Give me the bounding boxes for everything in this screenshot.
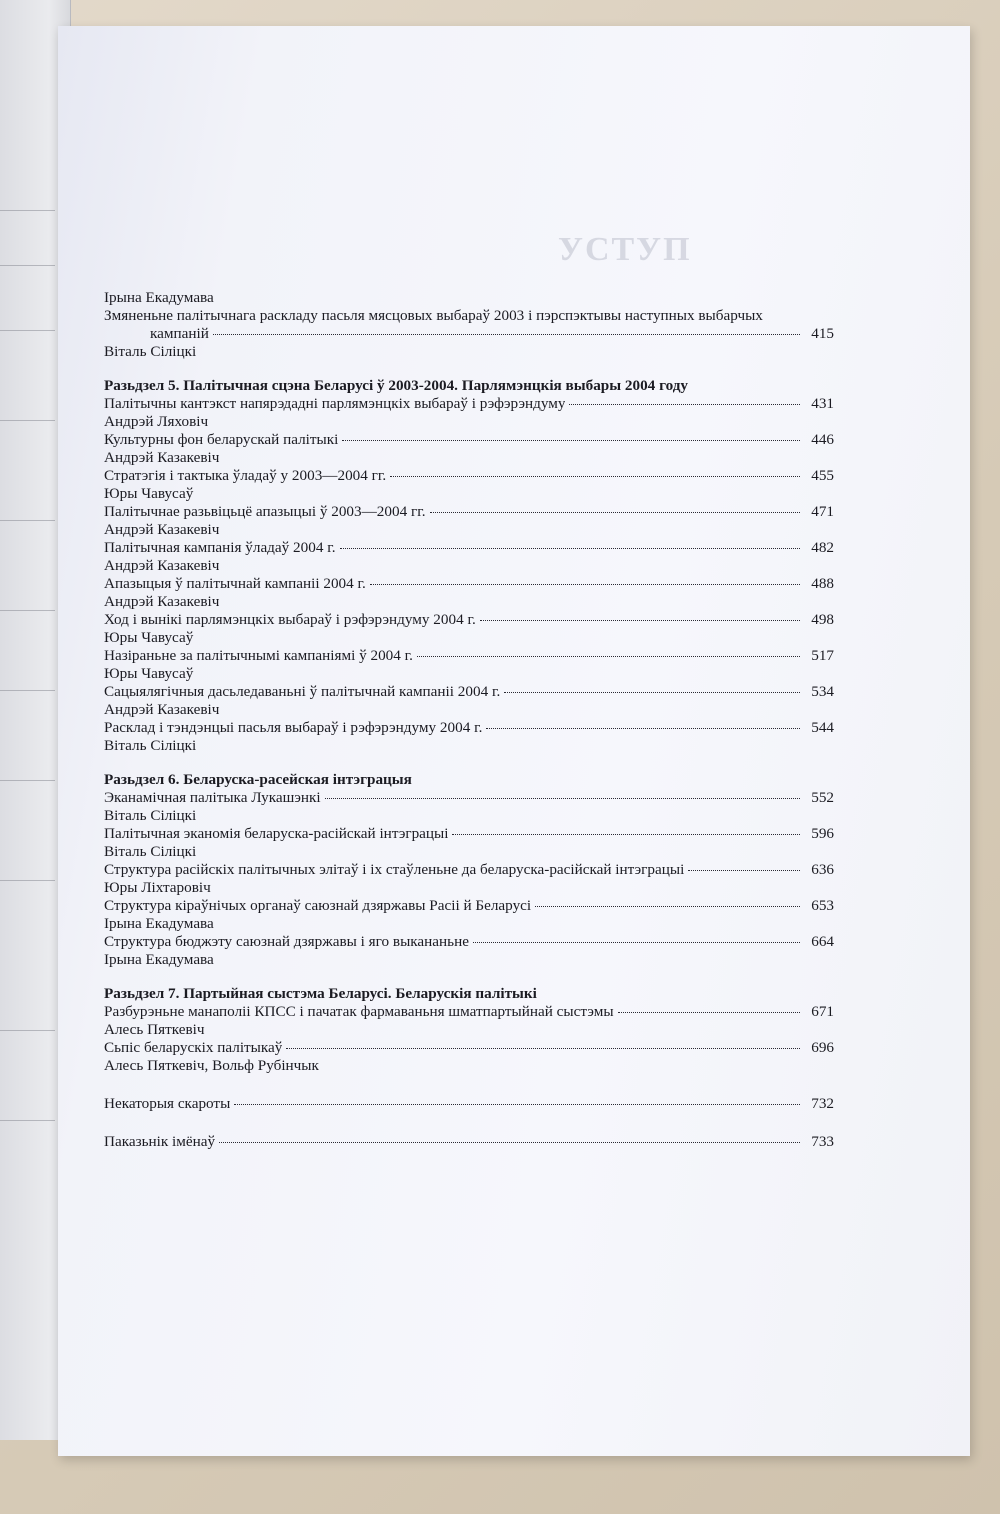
leader-dots xyxy=(286,1048,800,1049)
toc-entry-title: Назіраньне за палітычнымі кампаніямі ў 2004 г. xyxy=(104,647,413,664)
toc-page-number: 671 xyxy=(811,1003,834,1020)
toc-entry-title: Структура расійскіх палітычных элітаў і іх стаўленьне да беларуска-расійскай інтэграцыі xyxy=(104,861,685,878)
table-of-contents xyxy=(104,289,834,1151)
bleed-through-heading: УСТУП xyxy=(558,231,692,268)
toc-author: Андрэй Казакевіч xyxy=(104,593,220,610)
toc-entry-title: Разбурэньне манаполіі КПСС і пачатак фармаваньня шматпартыйнай сыстэмы xyxy=(104,1003,614,1020)
leader-dots xyxy=(618,1012,800,1013)
toc-entry-title: Культурны фон беларускай палітыкі xyxy=(104,431,339,448)
toc-author: Юры Ліхтаровіч xyxy=(104,879,211,896)
toc-entry-title: Палітычная кампанія ўладаў 2004 г. xyxy=(104,539,336,556)
toc-entry-title: Структура кіраўнічых органаў саюзнай дзяржавы Расіі й Беларусі xyxy=(104,897,532,914)
toc-entry-title: кампаній xyxy=(150,325,209,342)
toc-entry-title: Структура бюджэту саюзнай дзяржавы і яго выкананьне xyxy=(104,933,469,950)
toc-author: Віталь Сіліцкі xyxy=(104,737,197,754)
toc-author: Віталь Сіліцкі xyxy=(104,807,197,824)
toc-entry[interactable] xyxy=(58,325,834,343)
section-heading: Разьдзел 6. Беларуска-расейская інтэграцыя xyxy=(104,771,412,788)
leader-dots xyxy=(390,476,800,477)
leader-dots xyxy=(234,1104,800,1105)
toc-page-number: 696 xyxy=(811,1039,834,1056)
toc-page-number: 544 xyxy=(811,719,834,736)
toc-entry[interactable] xyxy=(104,647,834,665)
toc-entry-title: Апазыцыя ў палітычнай кампаніі 2004 г. xyxy=(104,575,366,592)
leader-dots xyxy=(417,656,800,657)
section-7-entries xyxy=(104,1003,834,1075)
toc-entry[interactable] xyxy=(104,467,834,485)
toc-page-number: 517 xyxy=(811,647,834,664)
toc-author: Андрэй Казакевіч xyxy=(104,557,220,574)
toc-author: Алесь Пяткевіч, Вольф Рубінчык xyxy=(104,1057,319,1074)
toc-page-number: 498 xyxy=(811,611,834,628)
toc-entry[interactable] xyxy=(104,1133,834,1151)
leader-dots xyxy=(452,834,800,835)
toc-page-number: 664 xyxy=(811,933,834,950)
toc-entry-title: Сьпіс беларускіх палітыкаў xyxy=(104,1039,283,1056)
toc-entry-title: Сацыялягічныя дасьледаваньні ў палітычнай кампаніі 2004 г. xyxy=(104,683,501,700)
toc-author: Юры Чавусаў xyxy=(104,665,194,682)
toc-author: Юры Чавусаў xyxy=(104,485,194,502)
toc-entry[interactable] xyxy=(104,395,834,413)
toc-entry-title: Эканамічная палітыка Лукашэнкі xyxy=(104,789,321,806)
toc-page-number: 431 xyxy=(811,395,834,412)
toc-page-number: 596 xyxy=(811,825,834,842)
toc-page-number: 534 xyxy=(811,683,834,700)
leader-dots xyxy=(340,548,800,549)
leader-dots xyxy=(569,404,800,405)
toc-author: Ірына Екадумава xyxy=(104,289,214,306)
toc-entry[interactable] xyxy=(104,719,834,737)
toc-entry[interactable] xyxy=(104,933,834,951)
toc-author: Андрэй Ляховіч xyxy=(104,413,209,430)
leader-dots xyxy=(535,906,800,907)
toc-entry[interactable] xyxy=(104,1095,834,1113)
toc-page-number: 471 xyxy=(811,503,834,520)
toc-entry[interactable] xyxy=(104,897,834,915)
toc-author: Андрэй Казакевіч xyxy=(104,449,220,466)
toc-page-number: 636 xyxy=(811,861,834,878)
toc-entry[interactable] xyxy=(104,825,834,843)
leader-dots xyxy=(504,692,800,693)
section-heading: Разьдзел 7. Партыйная сыстэма Беларусі. Беларускія палітыкі xyxy=(104,985,537,1002)
section-heading: Разьдзел 5. Палітычная сцэна Беларусі ў 2003-2004. Парлямэнцкія выбары 2004 году xyxy=(104,377,689,394)
toc-page-number: 733 xyxy=(811,1133,834,1150)
toc-page-number: 415 xyxy=(811,325,834,342)
toc-page-number: 446 xyxy=(811,431,834,448)
leader-dots xyxy=(213,334,800,335)
toc-author: Андрэй Казакевіч xyxy=(104,701,220,718)
toc-entry-title: Стратэгія і тактыка ўладаў у 2003—2004 гг. xyxy=(104,467,387,484)
toc-entry[interactable] xyxy=(104,1039,834,1057)
toc-author: Віталь Сіліцкі xyxy=(104,343,197,360)
section-6-entries xyxy=(104,789,834,969)
section-5-entries xyxy=(104,395,834,755)
toc-page-number: 455 xyxy=(811,467,834,484)
toc-page-number: 552 xyxy=(811,789,834,806)
leader-dots xyxy=(473,942,800,943)
leader-dots xyxy=(342,440,800,441)
toc-entry[interactable] xyxy=(104,1003,834,1021)
leader-dots xyxy=(219,1142,800,1143)
leader-dots xyxy=(486,728,800,729)
toc-page-number: 653 xyxy=(811,897,834,914)
toc-entry-title: Палітычны кантэкст напярэдадні парлямэнцкіх выбараў і рэфэрэндуму xyxy=(104,395,566,412)
toc-page-number: 488 xyxy=(811,575,834,592)
leader-dots xyxy=(370,584,800,585)
toc-entry-title-line1: Змяненьне палітычнага раскладу пасьля мясцовых выбараў 2003 і пэрспэктывы наступных выбарчых xyxy=(104,307,763,324)
toc-author: Юры Чавусаў xyxy=(104,629,194,646)
toc-entry[interactable] xyxy=(104,789,834,807)
toc-author: Ірына Екадумава xyxy=(104,915,214,932)
toc-author: Андрэй Казакевіч xyxy=(104,521,220,538)
toc-entry[interactable] xyxy=(104,431,834,449)
toc-entry[interactable] xyxy=(104,539,834,557)
toc-author: Ірына Екадумава xyxy=(104,951,214,968)
toc-page-number: 482 xyxy=(811,539,834,556)
leader-dots xyxy=(325,798,800,799)
toc-entry[interactable] xyxy=(104,503,834,521)
leader-dots xyxy=(430,512,800,513)
leader-dots xyxy=(480,620,800,621)
toc-entry[interactable] xyxy=(104,683,834,701)
toc-author: Алесь Пяткевіч xyxy=(104,1021,205,1038)
toc-entry[interactable] xyxy=(104,575,834,593)
book-page xyxy=(58,26,970,1456)
toc-entry-title: Паказьнік імёнаў xyxy=(104,1133,216,1150)
toc-entry-title: Некаторыя скароты xyxy=(104,1095,231,1112)
toc-entry[interactable] xyxy=(104,861,834,879)
toc-author: Віталь Сіліцкі xyxy=(104,843,197,860)
toc-entry-title: Расклад і тэндэнцыі пасьля выбараў і рэфэрэндуму 2004 г. xyxy=(104,719,483,736)
toc-entry-title: Палітычная эканомія беларуска-расійскай інтэграцыі xyxy=(104,825,449,842)
toc-entry-title: Ход і вынікі парлямэнцкіх выбараў і рэфэрэндуму 2004 г. xyxy=(104,611,476,628)
toc-page-number: 732 xyxy=(811,1095,834,1112)
leader-dots xyxy=(688,870,800,871)
toc-entry-title: Палітычнае разьвіцьцё апазыцыі ў 2003—2004 гг. xyxy=(104,503,426,520)
toc-entry[interactable] xyxy=(104,611,834,629)
